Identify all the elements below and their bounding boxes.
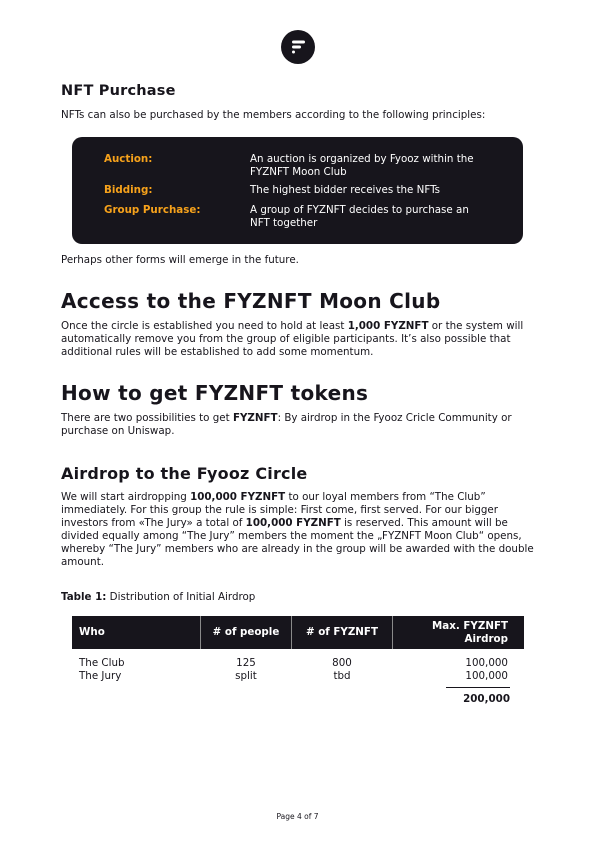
tokens-paragraph: There are two possibilities to get FYZNFT: By airdrop in the Fyooz Cricle Community or purchase on Uniswap. xyxy=(61,412,512,437)
table-caption: Table 1: Distribution of Initial Airdrop xyxy=(61,591,256,603)
cell-max: 100,000 xyxy=(465,657,508,669)
cell-people: 125 xyxy=(236,657,256,669)
principle-value: A group of FYZNFT decides to purchase an NFT together xyxy=(250,204,469,229)
airdrop-heading: Airdrop to the Fyooz Circle xyxy=(61,464,308,483)
cell-total: 200,000 xyxy=(393,687,525,706)
table-header-row xyxy=(72,616,524,649)
fyooz-logo-icon xyxy=(281,30,315,64)
table-row xyxy=(72,670,524,687)
access-paragraph: Once the circle is established you need to hold at least 1,000 FYZNFT or the system will automatically remove you from the group of eligible participants. It’s also possible that additional rules will be established to add some momentum. xyxy=(61,320,524,358)
access-heading: Access to the FYZNFT Moon Club xyxy=(61,289,441,313)
cell-who: The Club xyxy=(79,657,125,669)
header-max-airdrop: Max. FYZNFT Airdrop xyxy=(393,616,525,649)
cell-max: 100,000 xyxy=(465,670,508,682)
table-total-row xyxy=(72,687,524,706)
header-who: Who xyxy=(72,616,201,649)
nft-purchase-outro: Perhaps other forms will emerge in the future. xyxy=(61,254,299,266)
principle-key: Auction: xyxy=(104,153,153,165)
page-number: Page 4 of 7 xyxy=(276,812,319,821)
airdrop-distribution-table xyxy=(72,616,524,706)
airdrop-paragraph: We will start airdropping 100,000 FYZNFT to our loyal members from “The Club” immediately. For this group the rule is simple: First come, first served. For our bigger investors from «The Jury» a total of 100,000 FYZNFT is reserved. This amount will be divided equally among “The Jury” members the moment the „FYZNFT Moon Club“ opens, whereby “The Jury” members who are already in the group will be awarded with the double amount. xyxy=(61,491,534,568)
principle-value: An auction is organized by Fyooz within the FYZNFT Moon Club xyxy=(250,153,474,178)
principles-box xyxy=(72,137,523,244)
tokens-heading: How to get FYZNFT tokens xyxy=(61,381,369,405)
table-row xyxy=(72,649,524,670)
cell-people: split xyxy=(235,670,257,682)
cell-fyznft: tbd xyxy=(333,670,351,682)
header-fyznft: # of FYZNFT xyxy=(292,616,393,649)
principle-key: Bidding: xyxy=(104,184,153,196)
principle-key: Group Purchase: xyxy=(104,204,201,216)
cell-who: The Jury xyxy=(79,670,122,682)
nft-purchase-intro: NFTs can also be purchased by the members according to the following principles: xyxy=(61,109,486,121)
nft-purchase-heading: NFT Purchase xyxy=(61,83,176,99)
principle-value: The highest bidder receives the NFTs xyxy=(250,184,441,196)
cell-fyznft: 800 xyxy=(332,657,352,669)
header-people: # of people xyxy=(201,616,292,649)
